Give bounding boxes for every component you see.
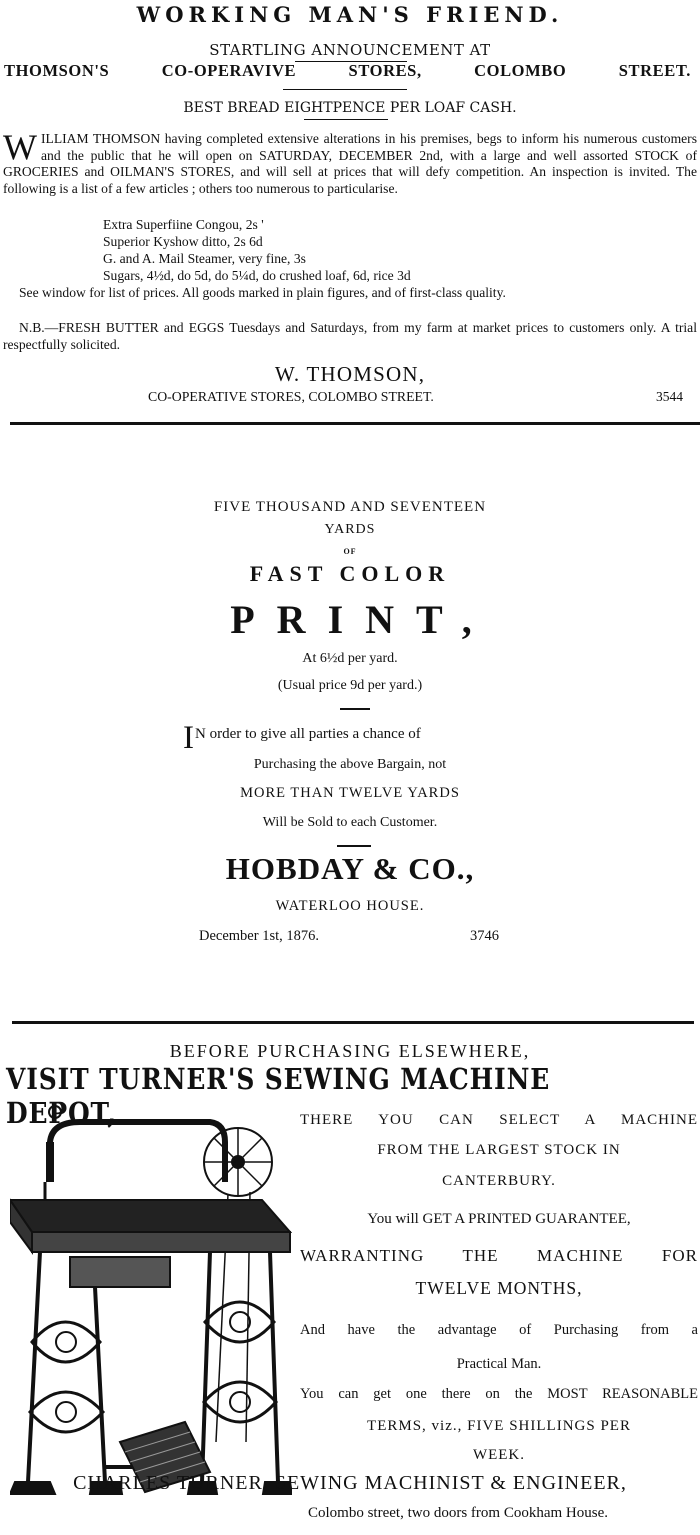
copy-line: CANTERBURY. [442, 1173, 556, 1189]
copy-line: You can get one there on the MOST REASONABLE [300, 1386, 698, 1402]
footer-name: CHARLES TURNER, SEWING MACHINIST & ENGINEER, [73, 1472, 627, 1494]
quantity-line: FIVE THOUSAND AND SEVENTEEN [213, 499, 487, 515]
price-line: At 6½d per yard. [302, 651, 398, 666]
signature: W. THOMSON, [274, 362, 426, 386]
ad-heading: WORKING MAN'S FRIEND. [136, 2, 564, 27]
firm-name: HOBDAY & CO., [225, 851, 475, 886]
turner-advertisement [0, 1020, 700, 1535]
price-item: Sugars, 4½d, do 5d, do 5¼d, do crushed loaf, 6d, rice 3d [103, 268, 411, 283]
copy-line: WEEK. [472, 1447, 526, 1463]
yards-line: YARDS [324, 522, 376, 537]
ad-date: December 1st, 1876. [199, 928, 319, 944]
copy-line: WARRANTING THE MACHINE FOR [300, 1246, 698, 1265]
copy-line: TWELVE MONTHS, [415, 1278, 583, 1298]
divider [340, 708, 370, 710]
of-line: OF [343, 547, 357, 556]
drop-cap: I [183, 720, 194, 756]
store-address: CO-OPERATIVE STORES, COLOMBO STREET. [148, 389, 434, 404]
bread-price: BEST BREAD EIGHTPENCE PER LOAF CASH. [183, 100, 517, 116]
copy-line: FROM THE LARGEST STOCK IN [377, 1142, 621, 1158]
sewing-machine-illustration [10, 1082, 292, 1510]
ad-number: 3746 [470, 928, 499, 944]
divider [337, 845, 371, 847]
fast-color-line: FAST COLOR [249, 561, 451, 586]
house-name: WATERLOO HOUSE. [275, 898, 425, 914]
sold-line: Will be Sold to each Customer. [262, 815, 438, 830]
price-item: G. and A. Mail Steamer, very fine, 3s [103, 251, 306, 266]
store-name: THOMSON'S CO-OPERAVIVE STORES, COLOMBO STREET. [4, 61, 691, 80]
thomson-advertisement [0, 0, 700, 422]
price-item: Extra Superfiine Congou, 2s ' [103, 217, 264, 232]
copy-line: You will GET A PRINTED GUARANTEE, [367, 1211, 631, 1227]
copy-line: THERE YOU CAN SELECT A MACHINE [300, 1112, 698, 1128]
copy-line: Practical Man. [456, 1356, 542, 1372]
print-headline: PRINT, [230, 597, 494, 642]
divider [304, 119, 388, 120]
limit-line: MORE THAN TWELVE YARDS [240, 785, 460, 801]
before-line: BEFORE PURCHASING ELSEWHERE, [169, 1041, 531, 1061]
price-item: Superior Kyshow ditto, 2s 6d [103, 234, 263, 249]
copy-line: And have the advantage of Purchasing from a [300, 1322, 698, 1338]
intro-paragraph: WILLIAM THOMSON having completed extensive alterations in his premises, begs to inform his numerous customers and the public that he will open on SATURDAY, DECEMBER 2nd, with a large and well assorted STOCK of GROCERIES and OILMAN'S STORES, and will sell at prices that will defy competition. An inspection is invited. The following is a list of a few articles ; others too numerous to particularise. [3, 127, 697, 196]
ad-number: 3544 [656, 389, 683, 404]
divider [283, 89, 407, 90]
copy-line: TERMS, viz., FIVE SHILLINGS PER [367, 1418, 631, 1434]
nb-note: N.B.—FRESH BUTTER and EGGS Tuesdays and Saturdays, from my farm at market prices to customers only. A trial respectfully solicited. [3, 320, 697, 352]
order-line: IN order to give all parties a chance of [183, 720, 421, 756]
usual-price-line: (Usual price 9d per yard.) [277, 678, 423, 693]
thick-divider [10, 422, 700, 425]
footer-address: Colombo street, two doors from Cookham House. [308, 1505, 608, 1521]
drop-cap: W [3, 127, 37, 167]
visit-headline: VISIT TURNER'S SEWING MACHINE DEPOT, [6, 1062, 551, 1130]
purchasing-line: Purchasing the above Bargain, not [253, 757, 447, 772]
hobday-advertisement [0, 430, 700, 990]
announcement: STARTLING ANNOUNCEMENT AT [209, 41, 491, 59]
window-note: See window for list of prices. All goods marked in plain figures, and of first-class quality. [19, 285, 506, 300]
